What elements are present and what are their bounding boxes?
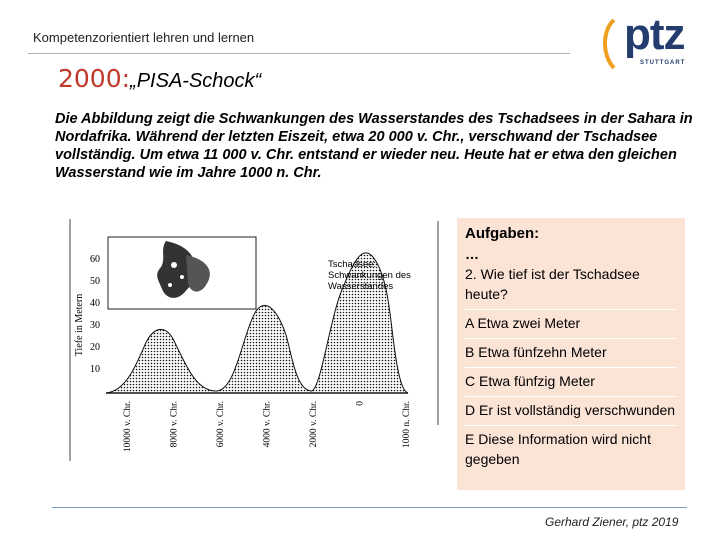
x-tick-label: 4000 v. Chr. [262,401,273,448]
answer-option-e[interactable]: E Diese Information wird nicht gegeben [465,425,677,469]
x-tick-label: 0 [355,401,366,406]
answer-option-c[interactable]: C Etwa fünfzig Meter [465,367,677,391]
title-year: 2000: [58,64,131,93]
task-question: 2. Wie tief ist der Tschadsee heute? [465,266,640,302]
tasks-box [457,218,685,490]
x-tick-label: 6000 v. Chr. [216,401,226,448]
answer-option-b[interactable]: B Etwa fünfzehn Meter [465,338,677,362]
x-tick-label: 1000 n. Chr. [402,401,412,448]
y-tick-label: 50 [90,276,100,287]
y-tick-label: 20 [90,342,100,353]
header-divider [28,53,570,54]
x-tick-label: 8000 v. Chr. [169,401,180,448]
y-tick-label: 40 [90,298,100,309]
x-tick-label: 10000 v. Chr. [123,401,133,453]
slide-title [58,64,261,94]
tasks-ellipsis: … [465,246,479,262]
y-tick-label: 10 [90,364,100,375]
water-level-figure [66,215,444,465]
header-subtitle: Kompetenzorientiert lehren und lernen [33,30,255,45]
logo-subtext: STUTTGART [640,60,686,66]
y-tick-label: 60 [90,254,100,265]
intro-paragraph: Die Abbildung zeigt die Schwankungen des Wasserstandes des Tschadsees in der Sahara in Nordafrika. Während der letzten Eiszeit, etwa 20 000 v. Chr., verschwand der Tschadsee vollständig. Um etwa 11 000 v. Chr. entstand er wieder neu. Heute hat er etwa den gleichen Wasserstand wie im Jahre 1000 n. Chr. [55,111,693,181]
footer-divider [52,507,687,508]
figure-legend-line: Wasserstandes [328,281,394,292]
figure-legend-line: Schwankungen des [328,270,411,281]
y-axis-label: Tiefe in Metern [74,293,85,357]
tasks-heading: Aufgaben: [465,225,540,242]
x-tick-label: 2000 v. Chr. [309,401,319,448]
title-text: „PISA-Schock“ [130,70,262,92]
logo-text: ptz [624,10,685,59]
footer-credit: Gerhard Ziener, ptz 2019 [545,515,679,529]
answer-option-d[interactable]: D Er ist vollständig verschwunden [465,396,677,420]
y-tick-label: 30 [90,320,100,331]
answer-option-a[interactable]: A Etwa zwei Meter [465,309,677,333]
figure-legend-line: Tschadsee: [328,259,377,270]
